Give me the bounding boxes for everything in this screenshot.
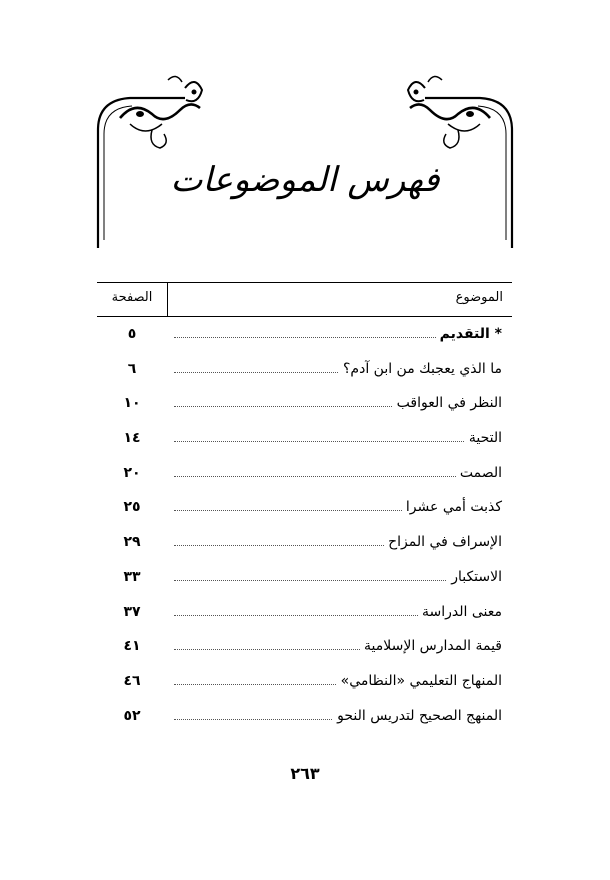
toc-row <box>97 665 512 700</box>
toc-row <box>97 387 512 422</box>
toc-topic: الإسراف في المزاح <box>384 534 502 550</box>
toc-row <box>97 630 512 665</box>
toc-page-number: ١٤ <box>123 430 141 447</box>
leader-dots <box>174 476 502 477</box>
toc-row <box>97 526 512 561</box>
toc-topic: المنهاج التعليمي «النظامي» <box>337 673 502 689</box>
toc-page-number: ١٠ <box>123 395 141 412</box>
toc-page-number: ٥٢ <box>123 707 141 724</box>
toc-page-number: ٤١ <box>123 638 141 655</box>
toc-topic: * التقديم <box>436 326 502 342</box>
toc-page-number: ٥ <box>127 326 137 342</box>
header-page: الصفحة <box>111 290 153 305</box>
toc-topic: معنى الدراسة <box>418 604 502 620</box>
toc-row <box>97 491 512 526</box>
toc-row <box>97 422 512 457</box>
toc-page-number: ٤٦ <box>123 672 141 689</box>
toc-topic: التحية <box>465 430 502 446</box>
toc-list <box>97 318 512 734</box>
toc-page-number: ٢٠ <box>123 464 141 481</box>
toc-topic: المنهج الصحيح لتدريس النحو <box>333 708 502 724</box>
toc-topic: قيمة المدارس الإسلامية <box>360 638 502 654</box>
header-column-separator <box>167 283 168 316</box>
toc-row <box>97 318 512 353</box>
table-header-rule <box>97 316 512 317</box>
leader-dots <box>174 441 502 442</box>
toc-page-number: ٣٣ <box>123 568 141 585</box>
toc-page-number: ٣٧ <box>123 603 141 620</box>
toc-row <box>97 700 512 735</box>
toc-row <box>97 596 512 631</box>
toc-topic: الاستكبار <box>447 569 502 585</box>
header-topic: الموضوع <box>455 290 503 305</box>
toc-page-number: ٢٩ <box>123 534 141 551</box>
toc-page-number: ٦ <box>127 360 137 377</box>
toc-topic: النظر في العواقب <box>393 395 502 411</box>
toc-topic: ما الذي يعجبك من ابن آدم؟ <box>339 361 502 377</box>
toc-row <box>97 353 512 388</box>
toc-topic: كذبت أمي عشرا <box>402 499 502 515</box>
page-number: ٢٦٣ <box>290 764 320 783</box>
table-top-rule <box>97 282 512 283</box>
toc-row <box>97 457 512 492</box>
toc-page-number: ٢٥ <box>123 499 141 516</box>
toc-row <box>97 561 512 596</box>
toc-topic: الصمت <box>456 465 502 481</box>
page-title: فهرس الموضوعات <box>170 160 440 200</box>
